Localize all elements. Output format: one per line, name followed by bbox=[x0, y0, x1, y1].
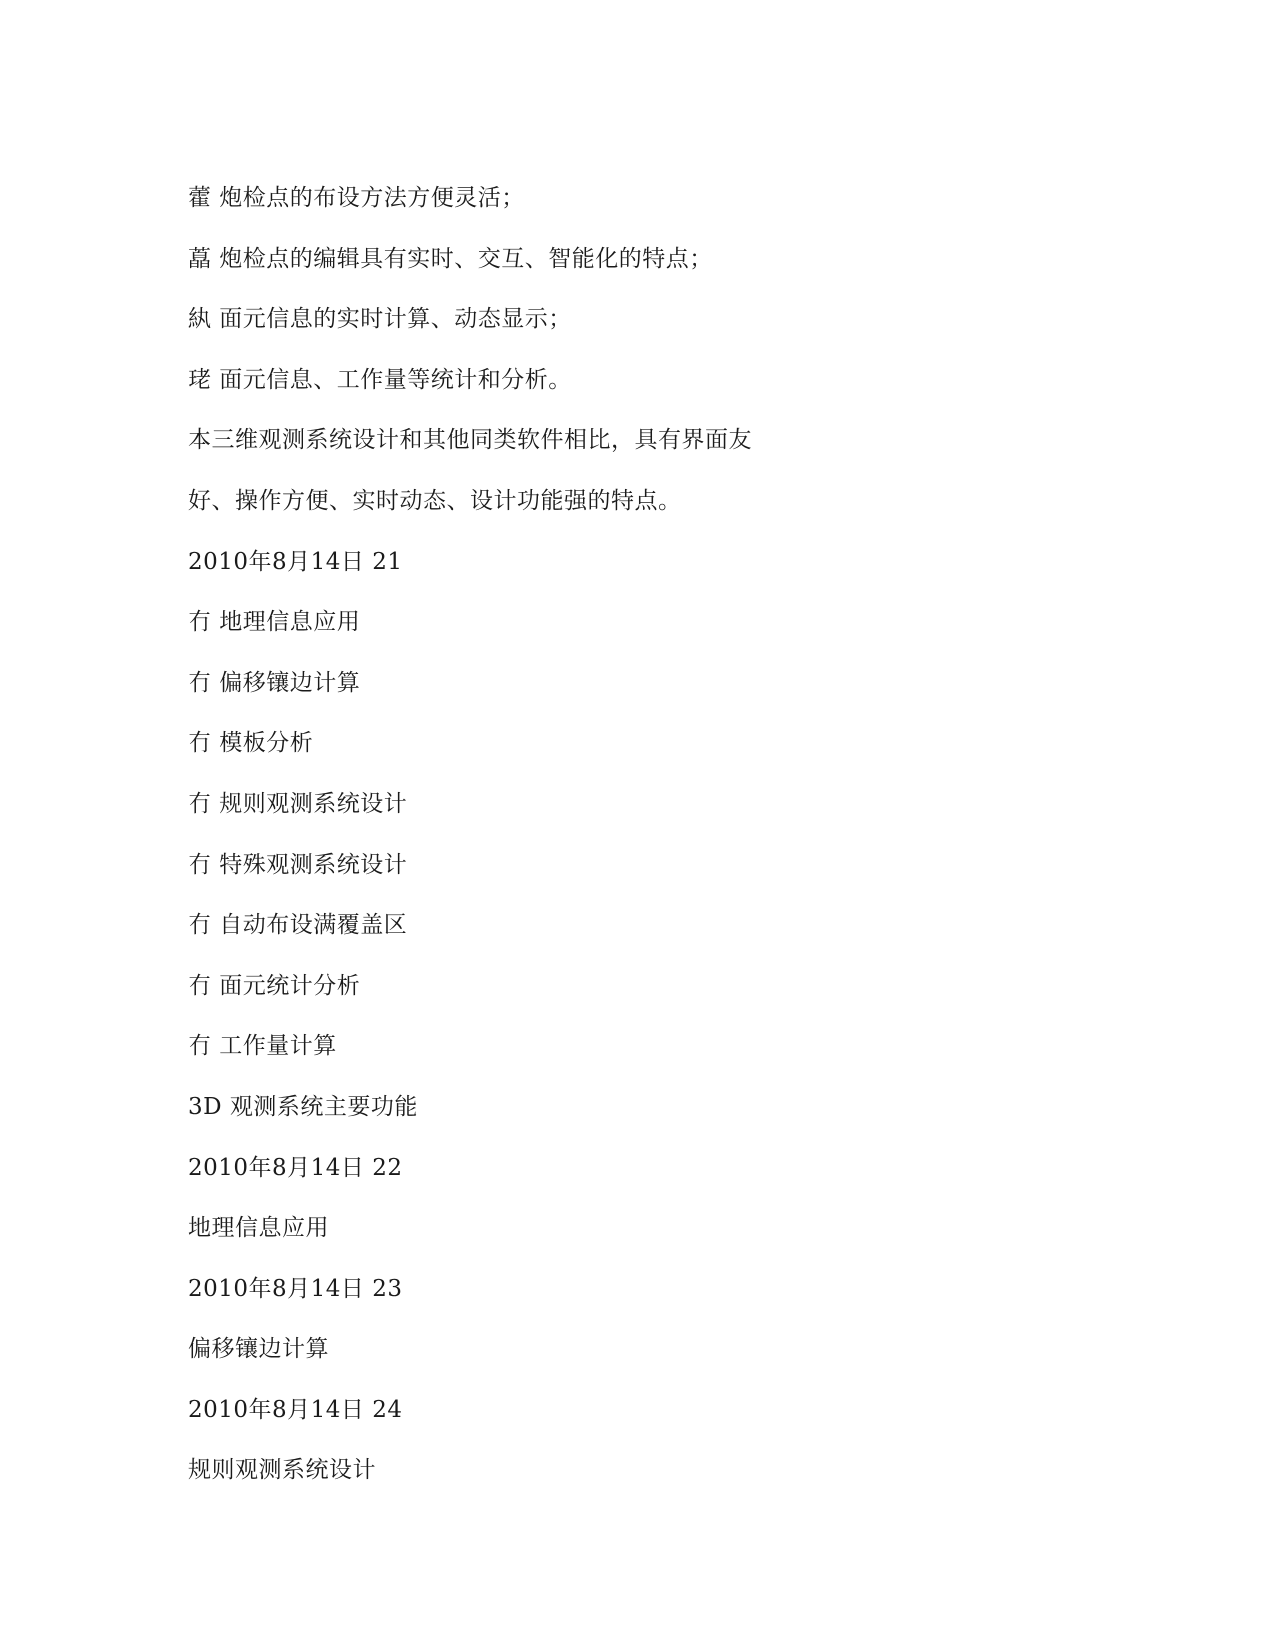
feature-item-editing: 藠 炮检点的编辑具有实时、交互、智能化的特点； bbox=[188, 245, 713, 272]
function-list-item: 冇 规则观测系统设计 bbox=[188, 790, 408, 817]
section-heading: 偏移镶边计算 bbox=[188, 1336, 329, 1363]
section-heading: 3D 观测系统主要功能 bbox=[188, 1093, 418, 1120]
feature-item-layout: 藿 炮检点的布设方法方便灵活； bbox=[188, 185, 525, 211]
summary-paragraph-line-2: 好、操作方便、实时动态、设计功能强的特点。 bbox=[188, 487, 682, 514]
function-list-item: 冇 模板分析 bbox=[188, 730, 314, 757]
function-list-item: 冇 工作量计算 bbox=[188, 1033, 337, 1060]
feature-item-statistics: 珯 面元信息、工作量等统计和分析。 bbox=[188, 366, 572, 393]
section-heading: 地理信息应用 bbox=[188, 1215, 329, 1242]
function-list-item: 冇 特殊观测系统设计 bbox=[188, 851, 408, 878]
summary-paragraph-line-1: 本三维观测系统设计和其他同类软件相比，具有界面友 bbox=[188, 427, 752, 454]
function-list-item: 冇 偏移镶边计算 bbox=[188, 669, 361, 696]
feature-item-bin-info: 紈 面元信息的实时计算、动态显示； bbox=[188, 306, 572, 333]
slide-footer-24: 2010年8月14日 24 bbox=[188, 1396, 403, 1423]
function-list-item: 冇 地理信息应用 bbox=[188, 609, 361, 636]
slide-footer-22: 2010年8月14日 22 bbox=[188, 1154, 403, 1181]
slide-footer-23: 2010年8月14日 23 bbox=[188, 1275, 403, 1302]
slide-footer-21: 2010年8月14日 21 bbox=[188, 548, 403, 575]
document-body bbox=[188, 168, 1088, 1501]
function-list-item: 冇 面元统计分析 bbox=[188, 972, 361, 999]
section-heading: 规则观测系统设计 bbox=[188, 1457, 376, 1484]
function-list-item: 冇 自动布设满覆盖区 bbox=[188, 912, 408, 939]
